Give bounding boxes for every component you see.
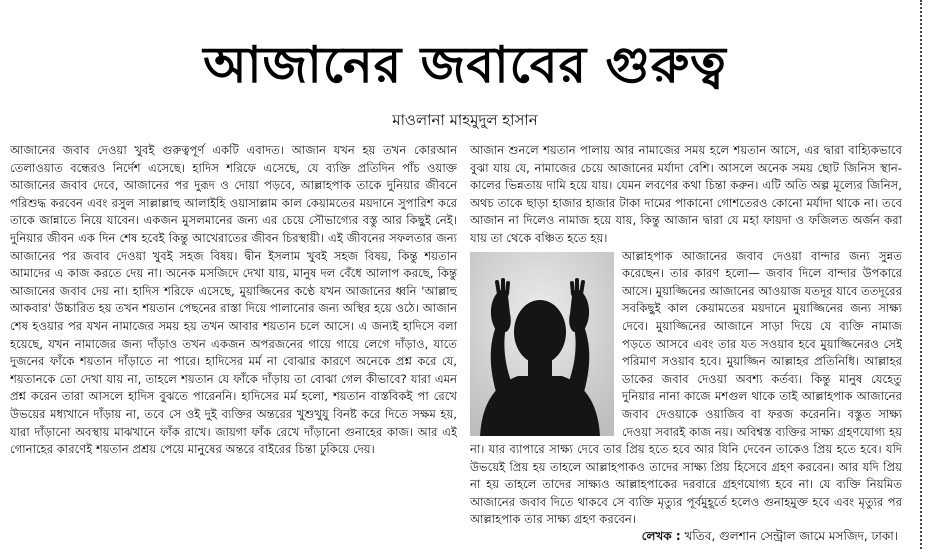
article-title: আজানের জবাবের গুরুত্ব xyxy=(203,36,727,94)
right-column-body-text: আল্লাহপাক আজানের জবাব দেওয়া বান্দার জন্য সুন্নত করেছেন। তার কারণ হলো— জবাব দিলে বান্দার উপকারে আসে। মুয়াজ্জিনের আজানের আওয়াজ যতদূর যাবে ততদূরের সবকিছুই কাল কেয়ামতের ময়দানে মুয়াজ্জিনের জন্য সাক্ষ্য দেবে। মুয়াজ্জিনের আজানে সাড়া দিয়ে যে ব্যক্তি নামাজ পড়তে আসবে এবং তার যত সওয়াব হবে মুয়াজ্জিনেরও সেই পরিমাণ সওয়াব হবে। মুয়াজ্জিন আল্লাহর প্রতিনিধি। আল্লাহর ডাকের জবাব দেওয়া অবশ্য কর্তব্য। কিন্তু মানুষ যেহেতু দুনিয়ার নানা কাজে মশগুল থাকে তাই আল্লাহপাক আজানের জবাব দেওয়াকে ওয়াজিব বা ফরজ করেননি। বস্তুত সাক্ষ্য দেওয়া সবারই কাজ নয়। অবিশ্বস্ত ব্যক্তির সাক্ষ্য গ্রহণযোগ্য হয় না। যার ব্যাপারে সাক্ষ্য দেবে তার প্রিয় হতে হবে আর যিনি দেবেন তাকেও প্রিয় হতে হবে। যদি উভয়েই প্রিয় হয় তাহলে আল্লাহপাকও তাদের সাক্ষ্য প্রিয় হিসেবে গ্রহণ করবেন। আর যদি প্রিয় না হয় তাহলে তাদের সাক্ষ্যও আল্লাহপাকের দরবারে গ্রহণযোগ্য হবে না। যে ব্যক্তি নিয়মিত আজানের জবাব দিতে থাকবে সে ব্যক্তি মৃত্যুর পূর্বমুহূর্তে হলেও গুনাহমুক্ত হবে এবং মৃত্যুর পর আল্লাহপাক তার সাক্ষ্য গ্রহণ করবেন। xyxy=(470,248,902,527)
article-byline: মাওলানা মাহমুদুল হাসান xyxy=(392,111,538,129)
article-right-column xyxy=(470,142,902,532)
right-column-intro-text: আজান শুনলে শয়তান পালায় আর নামাজের সময় হলে শয়তান আসে, এর দ্বারা বাহ্যিকভাবে বুঝা যায় যে, নামাজের চেয়ে আজানের মর্যাদা বেশি। আসলে অনেক সময় ছোট জিনিস স্থান-কালের ভিন্নতায় দামি হয়ে যায়। যেমন লবণের কথা চিন্তা করুন। এটি অতি অল্প মূল্যের জিনিস, অথচ তাকে ছাড়া হাজার হাজার টাকা দামের পাকানো গোশতেরও কোনো মর্যাদা থাকে না। তবে আজান না দিলেও নামাজ হয়ে যায়, কিন্তু আজান দ্বারা যে মহা ফায়দা ও ফজিলত অর্জন করা যায় তা থেকে বঞ্চিত হতে হয়। xyxy=(470,143,902,245)
left-column-text: আজানের জবাব দেওয়া খুবই গুরুত্বপূর্ণ একটি এবাদত। আজান যখন হয় তখন কোরআন তেলাওয়াত বন্ধেরও নির্দেশ এসেছে। হাদিস শরিফে এসেছে, যে ব্যক্তি প্রতিদিন পাঁচ ওয়াক্ত আজানের জবাব দেবে, আজানের পর দুরূদ ও দোয়া পড়বে, আল্লাহপাক তাকে দুনিয়ার জীবনে পরিশুদ্ধ করবেন এবং রসুল সাল্লাল্লাহু আলাইহি ওয়াসাল্লাম কাল কেয়ামতের ময়দানে সুপারিশ করে তাকে জান্নাতে নিয়ে যাবেন। একজন মুসলমানের জন্য এর চেয়ে সৌভাগ্যের বস্তু আর কিছুই নেই। দুনিয়ার জীবন এক দিন শেষ হবেই কিন্তু আখেরাতের জীবন চিরস্থায়ী। এই জীবনের সফলতার জন্য আজানের পর জবাব দেওয়া খুবই সহজ বিষয়। দ্বীন ইসলাম খুবই সহজ বিষয়, কিন্তু শয়তান আমাদের এ কাজ করতে দেয় না। অনেক মসজিদে দেখা যায়, মানুষ দল বেঁধে আলাপ করছে, কিন্তু আজানের জবাব দেয় না। হাদিস শরিফে এসেছে, মুয়াজ্জিনের কণ্ঠে যখন আজানের ধ্বনি 'আল্লাহু আকবার' উচ্চারিত হয় তখন শয়তান পেছনের রাস্তা দিয়ে পালানোর জন্য অস্থির হয়ে ওঠে। আজান শেষ হওয়ার পর যখন নামাজের সময় হয় তখন আবার শয়তান চলে আসে। এ জন্যই হাদিসে বলা হয়েছে, যখন নামাজের জন্য দাঁড়াও তখন একজন অপরজনের গায়ে গায়ে লেগে দাঁড়াও, যাতে দুজনের ফাঁকে শয়তান দাঁড়াতে না পারে। হাদিসের মর্ম না বোঝার কারণে অনেকে প্রশ্ন করে যে, শয়তানকে তো দেখা যায় না, তাহলে শয়তান যে ফাঁকে দাঁড়ায় তা বোঝা গেল কীভাবে? যারা এমন প্রশ্ন করেন তারা আসলে হাদিস বুঝতে পারেননি। হাদিসের মর্ম হলো, শয়তান বাস্তবিকই পা রেখে উভয়ের মধ্যখানে দাঁড়ায় না, তবে সে ওই দুই ব্যক্তির অন্তরের খুশুখুযু বিনষ্ট করে দিতে সক্ষম হয়, যারা দাঁড়ানো অবস্থায় মাঝখানে ফাঁক রাখে। জায়গা ফাঁক রেখে দাঁড়ানো গুনাহের কাজ। আর এই গোনাহের কারণেই শয়তান প্রশ্রয় পেয়ে মানুষের অন্তরে বাইরের চিন্তা ঢুকিয়ে দেয়। xyxy=(10,143,457,457)
author-info: খতিব, গুলশান সেন্ট্রাল জামে মসজিদ, ঢাকা। xyxy=(684,529,898,543)
author-label: লেখক : xyxy=(641,529,681,543)
article-left-column xyxy=(10,142,457,546)
article-photo xyxy=(470,252,614,436)
author-note xyxy=(642,528,898,544)
silhouette-hands-at-ears-icon xyxy=(470,252,614,436)
